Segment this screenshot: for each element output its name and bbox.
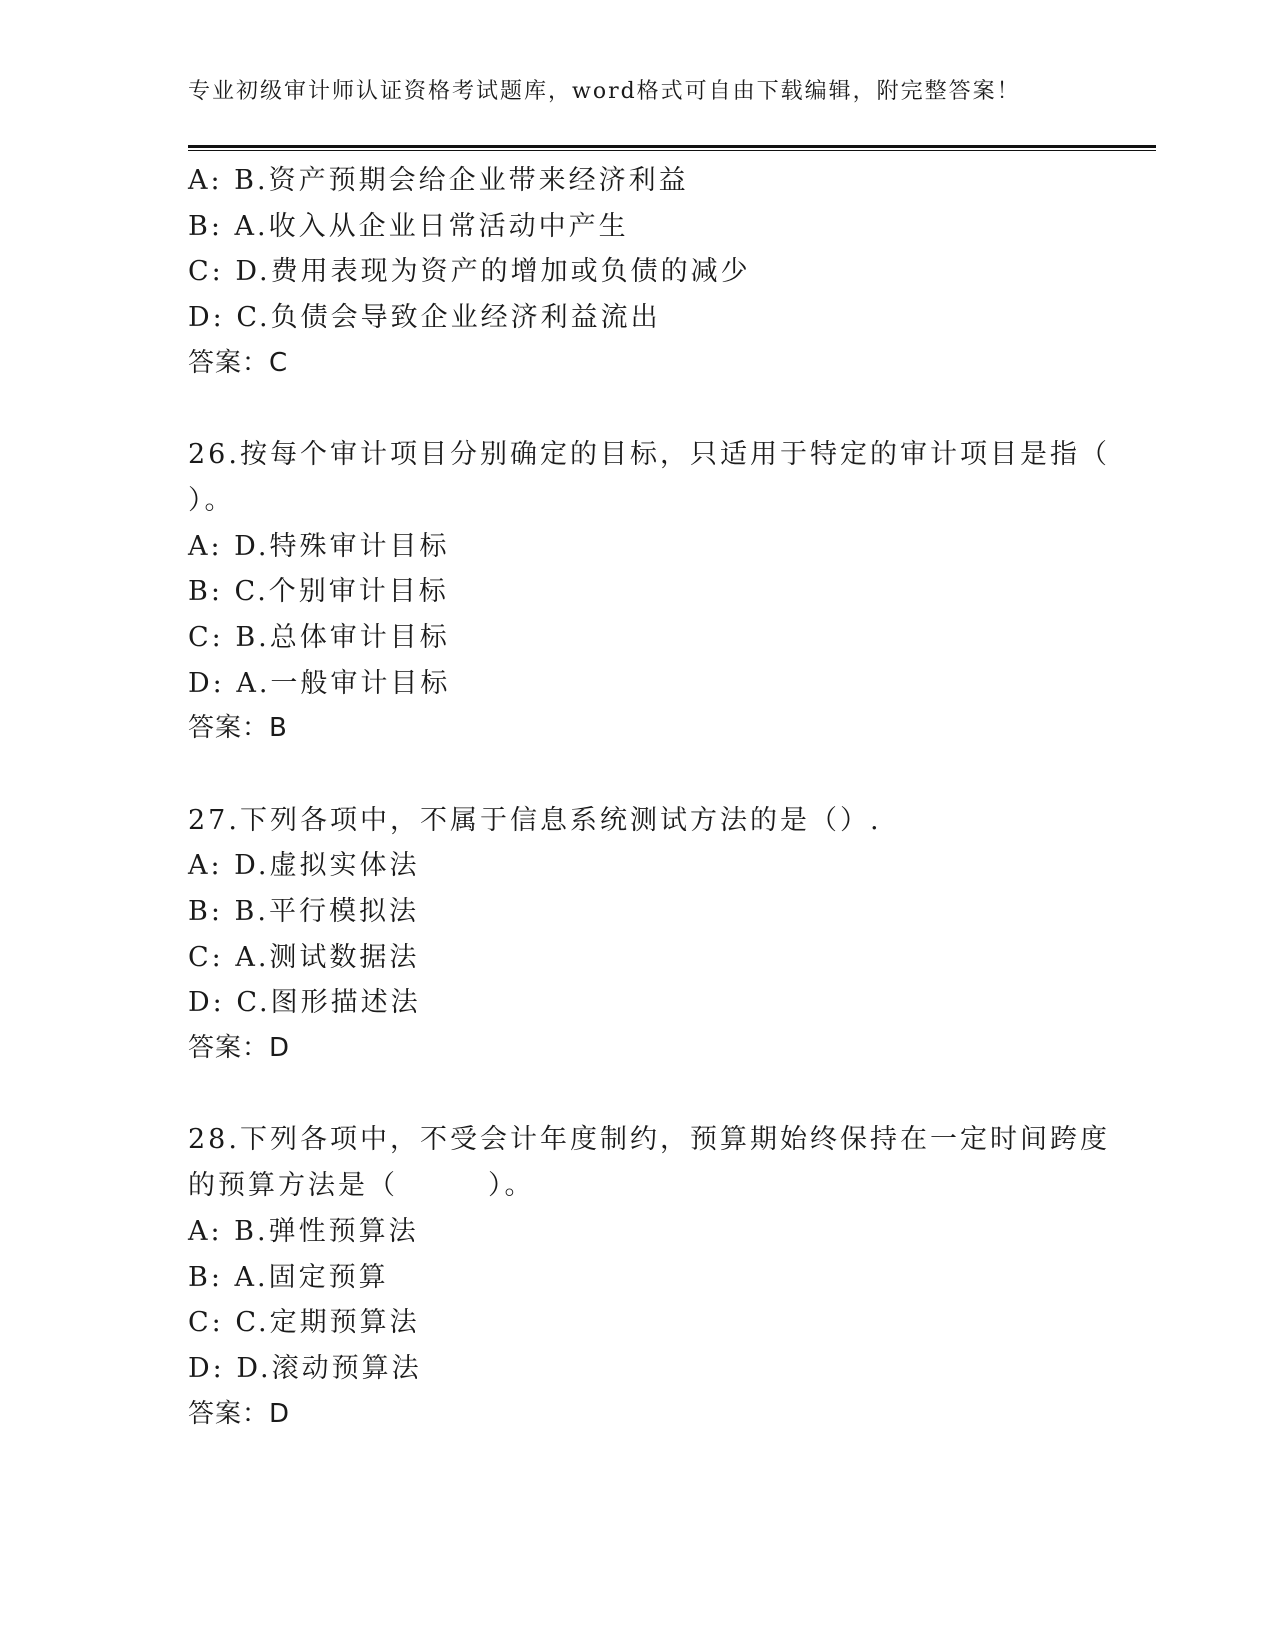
option-a: A: B.弹性预算法 — [188, 1215, 419, 1247]
page-header: 专业初级审计师认证资格考试题库，word格式可自由下载编辑，附完整答案！ — [188, 79, 1021, 104]
option-b: B: A.收入从企业日常活动中产生 — [188, 210, 629, 242]
option-d: D: C.图形描述法 — [188, 987, 421, 1019]
header-rule-thin — [188, 150, 1156, 151]
spacer — [188, 752, 1088, 798]
answer-line: 答案：B — [188, 713, 288, 744]
option-d: D: A.一般审计目标 — [188, 667, 451, 699]
option-c: C: B.总体审计目标 — [188, 621, 450, 653]
question-block — [188, 432, 1110, 752]
question-text: 27.下列各项中，不属于信息系统测试方法的是（）. — [188, 804, 882, 836]
question-block — [188, 798, 1088, 1072]
option-b: B: A.固定预算 — [188, 1261, 389, 1293]
option-d: D: C.负债会导致企业经济利益流出 — [188, 302, 661, 334]
option-c: C: C.定期预算法 — [188, 1307, 420, 1339]
option-c: C: D.费用表现为资产的增加或负债的减少 — [188, 256, 751, 288]
answer-line: 答案：C — [188, 347, 289, 378]
question-text: 26.按每个审计项目分别确定的目标，只适用于特定的审计项目是指（ — [188, 439, 1110, 471]
option-a: A: B.资产预期会给企业带来经济利益 — [188, 165, 689, 196]
question-text: 28.下列各项中，不受会计年度制约，预算期始终保持在一定时间跨度 — [188, 1124, 1110, 1156]
question-text: ）。 — [188, 484, 235, 516]
question-block — [188, 158, 1088, 386]
answer-line: 答案：D — [188, 1398, 291, 1429]
header-rule-thick — [188, 145, 1156, 148]
option-c: C: A.测试数据法 — [188, 941, 420, 973]
spacer — [188, 386, 1088, 432]
spacer — [188, 1072, 1088, 1118]
option-d: D: D.滚动预算法 — [188, 1352, 422, 1384]
option-a: A: D.虚拟实体法 — [188, 850, 420, 882]
option-a: A: D.特殊审计目标 — [188, 530, 450, 562]
question-text: 的预算方法是（ ）。 — [188, 1170, 535, 1202]
option-b: B: B.平行模拟法 — [188, 896, 419, 927]
question-list — [188, 158, 1110, 1437]
option-b: B: C.个别审计目标 — [188, 576, 449, 608]
answer-line: 答案：D — [188, 1033, 291, 1064]
question-block — [188, 1117, 1110, 1437]
